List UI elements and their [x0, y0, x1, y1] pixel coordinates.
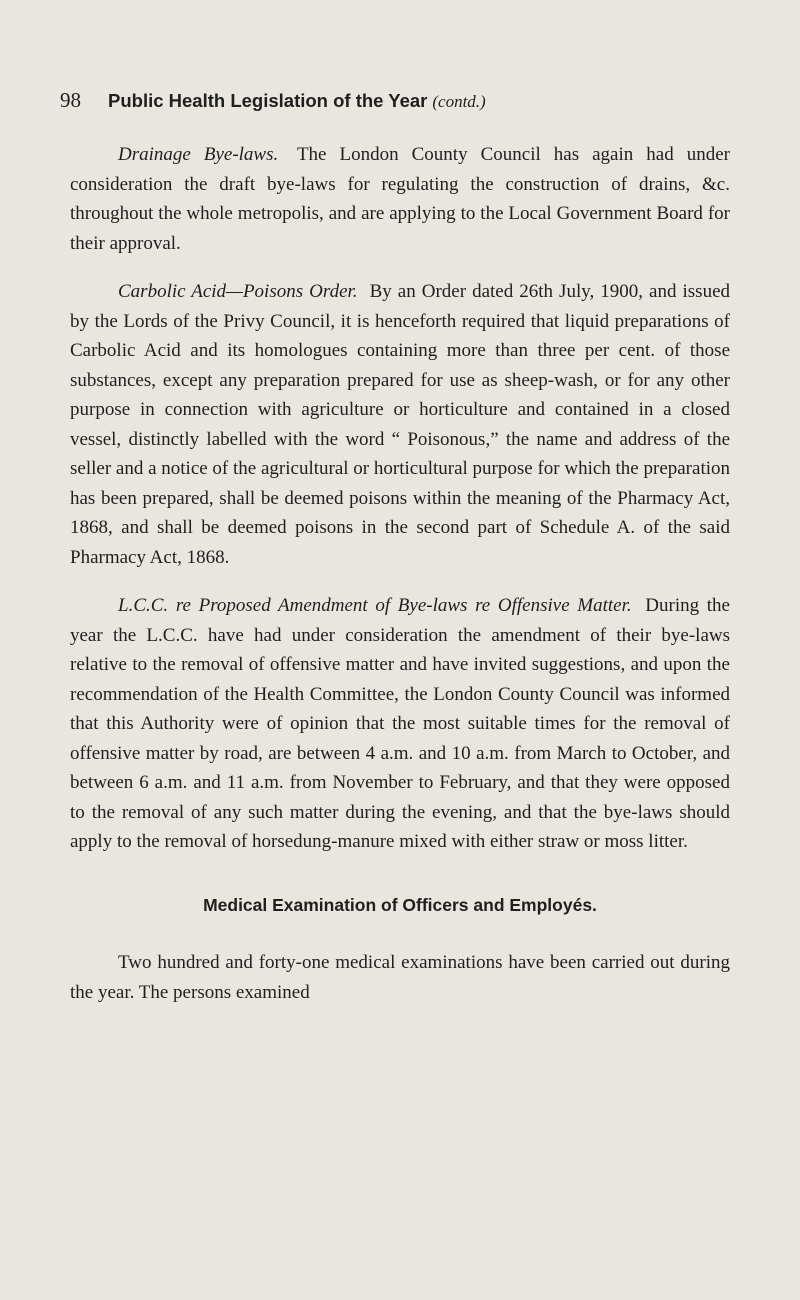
body-text	[70, 140, 730, 1026]
running-title: Public Health Legislation of the Year	[108, 90, 428, 111]
paragraph-lcc-amendment	[70, 591, 730, 857]
section-heading: Medical Examination of Officers and Employés.	[203, 894, 597, 915]
page-number: 98	[60, 88, 81, 112]
paragraph-drainage-bye-laws	[70, 140, 730, 258]
paragraph-title: Carbolic Acid—Poisons Order.	[118, 281, 358, 302]
paragraph-title: L.C.C. re Proposed Amendment of Bye-laws re Offensive Matter.	[118, 595, 632, 616]
running-title-continued: (contd.)	[432, 92, 486, 111]
paragraph-medical-examination	[70, 948, 730, 1007]
paragraph-title: Drainage Bye-laws.	[118, 144, 279, 165]
paragraph-text: During the year the L.C.C. have had under consideration the amendment of their bye-laws relative to the removal of offensive matter and have invited suggestions, and upon the recommendation of the Health Committee, the London County Council was informed that this Authority were of opinion that the most suitable times for the removal of offensive matter by road, are between 4 a.m. and 10 a.m. from March to October, and between 6 a.m. and 11 a.m. from November to February, and that they were opposed to the removal of any such matter during the evening, and that the bye-laws should apply to the removal of horsedung-manure mixed with either straw or moss litter.	[70, 595, 730, 852]
paragraph-text: Two hundred and forty-one medical examinations have been carried out during the year. The persons examined	[70, 952, 730, 1003]
paragraph-carbolic-acid	[70, 277, 730, 572]
page-header	[60, 88, 740, 118]
paragraph-text: By an Order dated 26th July, 1900, and issued by the Lords of the Privy Council, it is henceforth required that liquid preparations of Carbolic Acid and its homologues containing more than three per cent. of those substances, except any preparation prepared for use as sheep-wash, or for any other purpose in connection with agriculture or horticulture and contained in a closed vessel, distinctly labelled with the word “ Poisonous,” the name and address of the seller and a notice of the agricultural or horticultural purpose for which the preparation has been prepared, shall be deemed poisons within the meaning of the Pharmacy Act, 1868, and shall be deemed poisons in the second part of Schedule A. of the said Pharmacy Act, 1868.	[70, 281, 731, 568]
paragraph-text: The London County Council has again had under consideration the draft bye-laws for regulating the construction of drains, &c. throughout the whole metropolis, and are applying to the Local Government Board for their approval.	[70, 144, 730, 254]
